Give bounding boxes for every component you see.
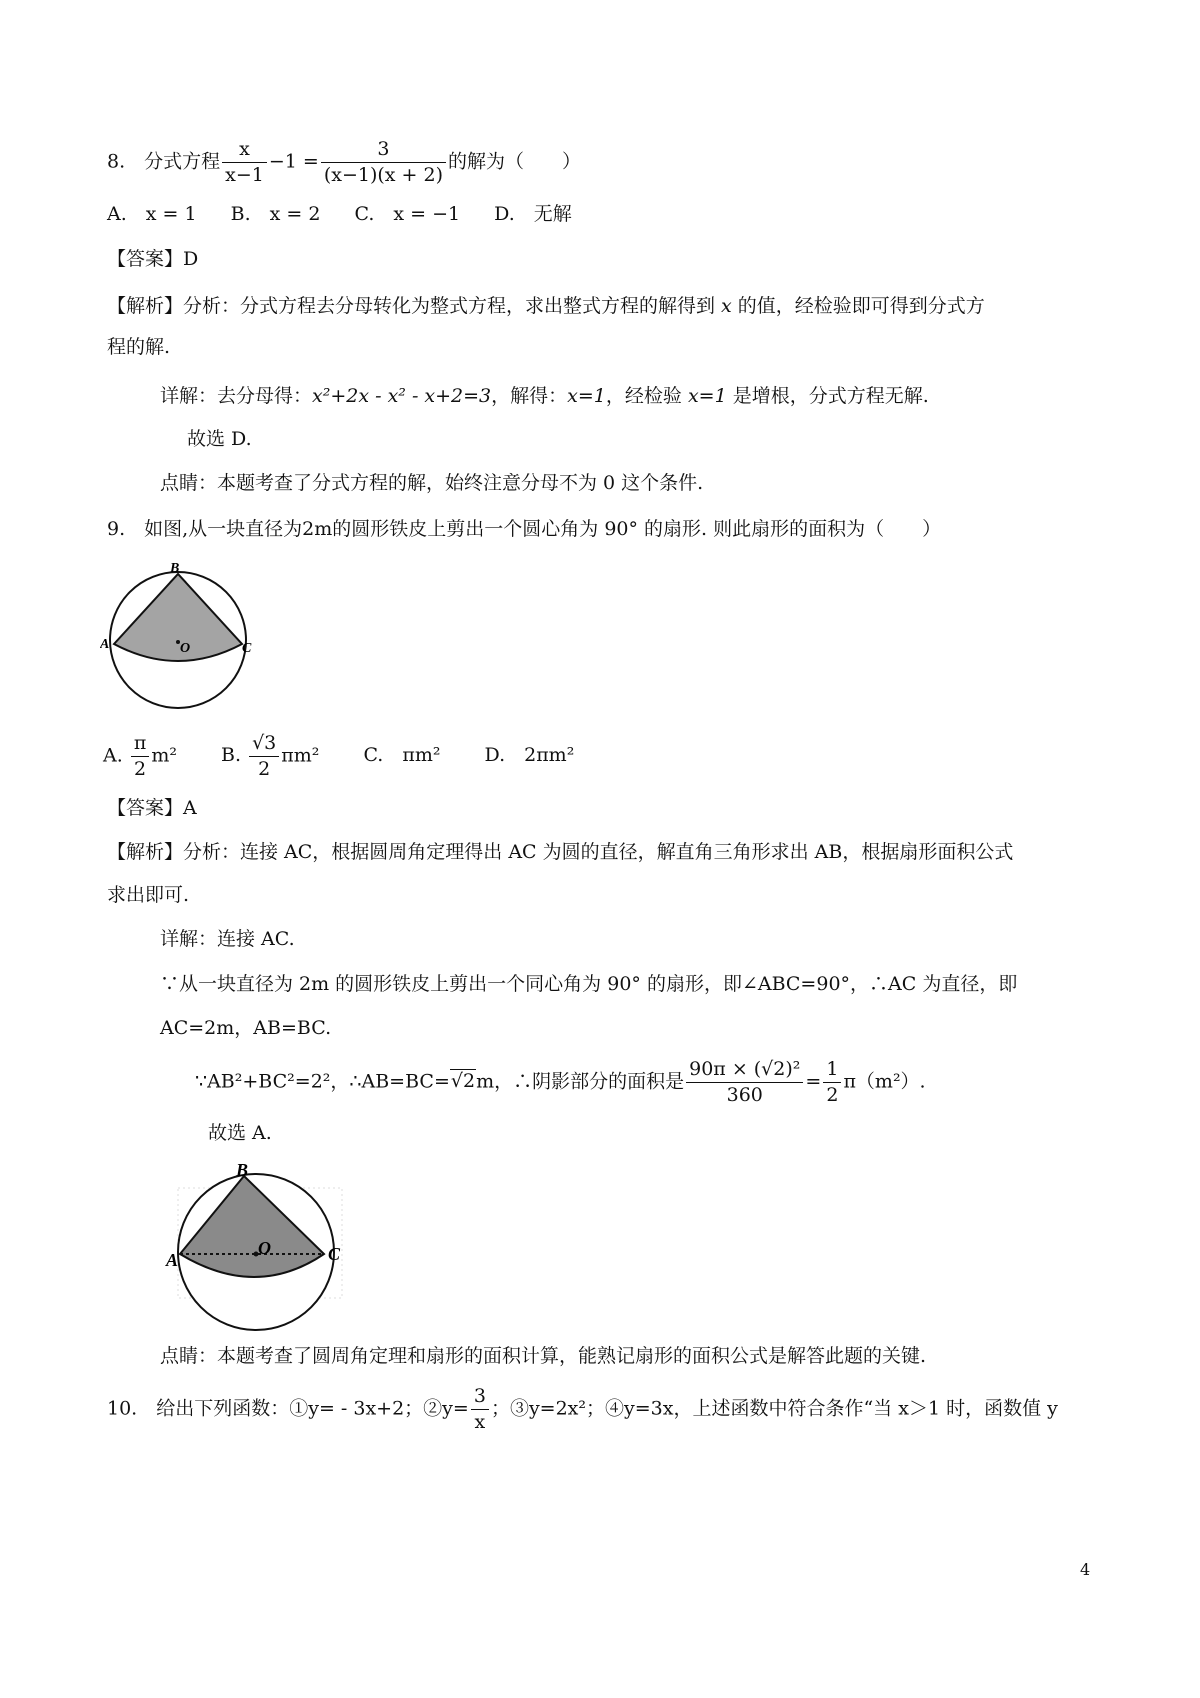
q8-choose: 故选 D.: [187, 428, 252, 450]
q8-lhs-den: x−1: [222, 162, 267, 187]
q9-option-b-label: B.: [221, 744, 242, 767]
q8-prefix: 8. 分式方程: [107, 150, 221, 173]
q10-part2: ；③y=2x²；④y=3x，上述函数中符合条作“当 x＞1 时，函数值 y: [490, 1397, 1058, 1420]
q8-lhs-fraction: [222, 138, 267, 187]
fig2-label-c: C: [328, 1244, 341, 1264]
fig2-label-b: B: [236, 1160, 249, 1180]
q9-option-d: D. 2πm²: [484, 744, 575, 767]
q10-part1: 10. 给出下列函数：①y= - 3x+2；②y=: [107, 1397, 469, 1420]
q10-stem: [107, 1385, 1058, 1434]
fig2-label-a: A: [166, 1250, 179, 1270]
q8-answer: 【答案】D: [107, 248, 199, 270]
q8-rhs-fraction: [321, 138, 446, 187]
q9-calc-tail: π（m²）.: [843, 1070, 926, 1093]
fig1-label-c: C: [242, 641, 252, 656]
q10-frac-num: 3: [473, 1385, 486, 1407]
fig1-label-o: O: [180, 641, 191, 656]
q9-analysis-line1: 【解析】分析：连接 AC，根据圆周角定理得出 AC 为圆的直径，解直角三角形求出 AB，根据扇形面积公式: [107, 841, 1014, 863]
q10-fraction: [471, 1385, 489, 1434]
q9-option-b-unit: πm²: [281, 744, 320, 767]
q9-choose: 故选 A.: [208, 1122, 272, 1144]
q8-rhs-den: (x−1)(x + 2): [321, 162, 446, 187]
q9-detail-4c: m，∴阴影部分的面积是: [476, 1070, 685, 1093]
q8-rhs-num: 3: [377, 138, 390, 160]
q9-detail-4: [195, 1058, 926, 1107]
page-number: 4: [1080, 1560, 1091, 1579]
q9-answer: 【答案】A: [107, 797, 197, 819]
q8-option-b: B. x = 2: [230, 203, 321, 225]
q9-detail-2: ∵从一块直径为 2m 的圆形铁皮上剪出一个同心角为 90° 的扇形，即∠ABC=90°，∴AC 为直径，即: [160, 973, 1018, 995]
q8-analysis-text-a: 【解析】分析：分式方程去分母转化为整式方程，求出整式方程的解得到: [107, 295, 722, 317]
q9-detail-1: 详解：连接 AC.: [160, 928, 295, 950]
fig2-label-o: O: [258, 1238, 271, 1258]
q8-detail-math: x²+2x - x² - x+2=3: [312, 385, 492, 407]
q8-detail: [160, 385, 929, 408]
q9-half-den: 2: [823, 1082, 841, 1107]
q9-option-a-label: A.: [103, 744, 123, 767]
q9-option-a-num: π: [133, 732, 147, 754]
q8-analysis-text-b: 的值，经检验即可得到分式方: [731, 295, 985, 317]
fig1-label-a: A: [100, 637, 110, 652]
q9-option-b-den: 2: [249, 756, 279, 781]
q8-lhs-num: x: [239, 138, 250, 160]
q9-calc-num: 90π × (√2)²: [689, 1058, 801, 1080]
q8-option-c: C. x = −1: [354, 203, 461, 225]
q9-option-b-fraction: [249, 732, 279, 781]
q8-detail-a: 详解：去分母得：: [160, 385, 313, 407]
q8-options: [107, 203, 572, 226]
q8-detail-f: 是增根，分式方程无解.: [726, 385, 929, 407]
q8-analysis-line1: [107, 295, 985, 318]
q9-half-num: 1: [826, 1058, 839, 1080]
q9-figure-sector: [100, 560, 270, 710]
q9-stem: 9. 如图,从一块直径为2m的圆形铁皮上剪出一个圆心角为 90° 的扇形. 则此扇形的面积为（ ）: [107, 518, 942, 540]
q8-comment: 点睛：本题考查了分式方程的解，始终注意分母不为 0 这个条件.: [160, 472, 704, 494]
q9-calc-fraction: [686, 1058, 803, 1107]
q8-analysis-var-x: x: [721, 295, 732, 317]
q8-analysis-line2: 程的解.: [107, 336, 171, 358]
q8-detail-e: x=1: [687, 385, 727, 407]
q9-option-a-unit: m²: [151, 744, 177, 767]
q8-suffix: 的解为（ ）: [448, 150, 582, 173]
q9-option-c: C. πm²: [363, 744, 441, 767]
q9-option-a-den: 2: [131, 756, 150, 781]
q9-half-fraction: [823, 1058, 841, 1107]
q9-option-b-num: √3: [252, 732, 277, 754]
q9-detail-4a: ∵AB²+BC²=2²，∴AB=BC=: [195, 1070, 450, 1093]
q9-detail-sqrt2: √2: [450, 1070, 476, 1093]
q8-stem: [107, 138, 581, 187]
q9-analysis-line2: 求出即可.: [107, 884, 190, 906]
q8-detail-c: x=1: [567, 385, 606, 407]
q9-options: [103, 732, 574, 781]
q8-detail-b: ，解得：: [491, 385, 568, 407]
q9-figure-solution: [160, 1160, 360, 1335]
fig1-label-b: B: [170, 561, 180, 576]
q10-frac-den: x: [471, 1409, 489, 1434]
q9-option-a-fraction: [131, 732, 150, 781]
q8-detail-d: ，经检验: [605, 385, 688, 407]
q8-minus-one: −1 =: [268, 150, 319, 173]
q9-calc-den: 360: [686, 1082, 803, 1107]
q9-calc-eq: =: [805, 1070, 822, 1093]
q9-comment: 点睛：本题考查了圆周角定理和扇形的面积计算，能熟记扇形的面积公式是解答此题的关键.: [160, 1345, 927, 1367]
q8-option-a: A. x = 1: [107, 203, 197, 225]
q9-detail-3: AC=2m，AB=BC.: [160, 1017, 332, 1039]
q8-option-d: D. 无解: [494, 203, 572, 225]
